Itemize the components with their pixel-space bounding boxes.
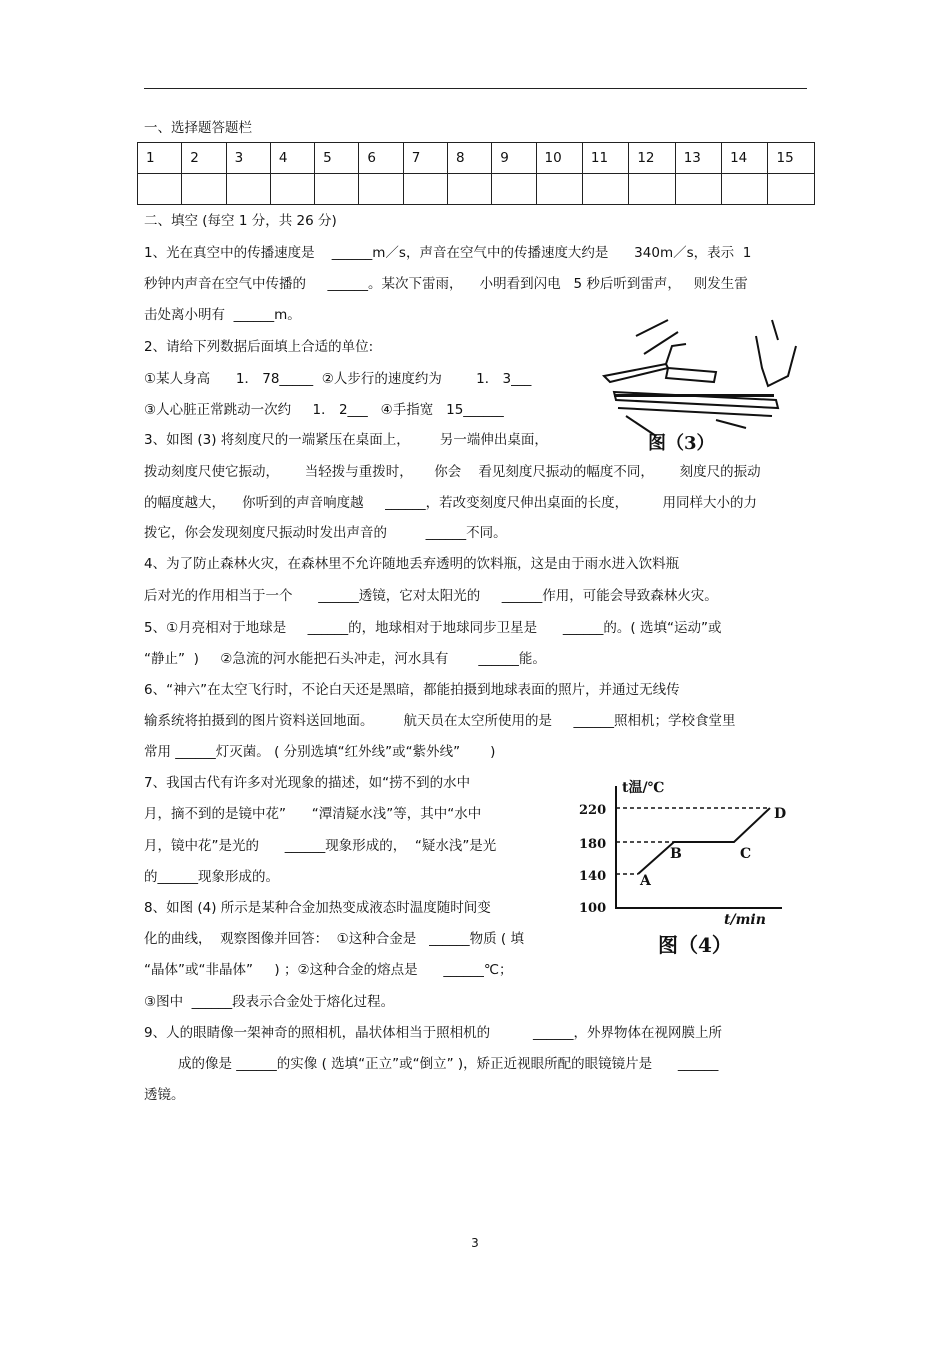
question-number-cell: 4 xyxy=(270,143,314,174)
answer-cell[interactable] xyxy=(138,174,182,205)
q1-line-3: 击处离小明有 ______m。 xyxy=(144,307,301,323)
q6-line-1: 6、“神六”在太空飞行时，不论白天还是黑暗，都能拍摄到地球表面的照片，并通过无线传 xyxy=(144,682,680,698)
answer-table-answer-row xyxy=(138,174,815,205)
answer-cell[interactable] xyxy=(447,174,491,205)
question-number-cell: 7 xyxy=(403,143,447,174)
section1-title: 一、选择题答题栏 xyxy=(144,120,252,136)
answer-table-number-row xyxy=(138,143,815,174)
answer-cell[interactable] xyxy=(768,174,815,205)
figure-4-y-tick: 140 xyxy=(579,869,607,884)
answer-cell[interactable] xyxy=(675,174,721,205)
q4-line-1: 4、为了防止森林火灾，在森林里不允许随地丢弃透明的饮料瓶，这是由于雨水进入饮料瓶 xyxy=(144,556,680,572)
page-number: 3 xyxy=(471,1236,479,1250)
question-number-cell: 10 xyxy=(536,143,582,174)
answer-cell[interactable] xyxy=(315,174,359,205)
figure-4-y-tick: 220 xyxy=(579,803,607,818)
q3-line-3: 的幅度越大， 你听到的声音响度越 ______，若改变刻度尺伸出桌面的长度， 用同样大小的力 xyxy=(144,495,757,511)
figure-4-y-axis-label: t温/℃ xyxy=(622,780,665,796)
question-number-cell: 2 xyxy=(182,143,226,174)
q7-line-2: 月，摘不到的是镜中花” “潭清疑水浅”等，其中“水中 xyxy=(144,806,482,822)
question-number-cell: 3 xyxy=(226,143,270,174)
q9-line-3: 透镜。 xyxy=(144,1087,185,1103)
figure-4-point-label: B xyxy=(670,846,682,862)
q2-line-1: 2、请给下列数据后面填上合适的单位: xyxy=(144,339,374,355)
question-number-cell: 8 xyxy=(447,143,491,174)
answer-cell[interactable] xyxy=(722,174,768,205)
question-number-cell: 9 xyxy=(492,143,536,174)
q4-line-2: 后对光的作用相当于一个 ______透镜，它对太阳光的 ______作用，可能会导致森林火灾。 xyxy=(144,588,718,604)
question-number-cell: 5 xyxy=(315,143,359,174)
question-number-cell: 15 xyxy=(768,143,815,174)
q7-line-3: 月，镜中花”是光的 ______现象形成的， “疑水浅”是光 xyxy=(144,838,497,854)
question-number-cell: 6 xyxy=(359,143,403,174)
q8-line-2: 化的曲线， 观察图像并回答： ①这种合金是 ______物质 ( 填 xyxy=(144,931,524,947)
figure-4-curve xyxy=(638,808,770,874)
q2-line-2: ①某人身高 1． 78_____ ②人步行的速度约为 1． 3___ xyxy=(144,371,532,387)
figure-4-point-label: C xyxy=(740,846,752,862)
figure-4-point-label: A xyxy=(640,873,651,889)
figure-4-y-tick: 180 xyxy=(579,837,607,852)
q7-line-4: 的______现象形成的。 xyxy=(144,869,279,885)
answer-cell[interactable] xyxy=(226,174,270,205)
q3-line-4: 拨它，你会发现刻度尺振动时发出声音的 ______不同。 xyxy=(144,525,507,541)
question-number-cell: 13 xyxy=(675,143,721,174)
answer-cell[interactable] xyxy=(403,174,447,205)
figure-3-ruler-illustration xyxy=(596,316,808,456)
figure-3-caption: 图（3） xyxy=(648,433,715,454)
question-number-cell: 12 xyxy=(629,143,675,174)
q5-line-1: 5、①月亮相对于地球是 ______的，地球相对于地球同步卫星是 ______的。( 选填“运动”或 xyxy=(144,620,722,636)
answer-cell[interactable] xyxy=(270,174,314,205)
answer-table xyxy=(137,142,815,205)
section2-title: 二、填空 (每空 1 分，共 26 分) xyxy=(144,213,337,229)
answer-cell[interactable] xyxy=(536,174,582,205)
q9-line-1: 9、人的眼睛像一架神奇的照相机，晶状体相当于照相机的 ______，外界物体在视网膜上所 xyxy=(144,1025,723,1041)
question-number-cell: 11 xyxy=(582,143,628,174)
answer-cell[interactable] xyxy=(582,174,628,205)
answer-cell[interactable] xyxy=(629,174,675,205)
q6-line-3: 常用 ______灯灭菌。 ( 分别选填“红外线”或“紫外线” ) xyxy=(144,744,496,760)
header-rule xyxy=(144,88,807,89)
q9-line-2: 成的像是 ______的实像 ( 选填“正立”或“倒立” )，矫正近视眼所配的眼镜镜片是 ______ xyxy=(178,1056,719,1072)
figure-4-point-label: D xyxy=(774,806,787,822)
answer-cell[interactable] xyxy=(182,174,226,205)
q8-line-4: ③图中 ______段表示合金处于熔化过程。 xyxy=(144,994,395,1010)
figure-4-axes xyxy=(616,786,782,908)
q3-line-2: 拨动刻度尺使它振动， 当轻拨与重拨时， 你会 看见刻度尺振动的幅度不同， 刻度尺的振动 xyxy=(144,464,761,480)
q5-line-2: “静止” ) ②急流的河水能把石头冲走，河水具有 ______能。 xyxy=(144,651,546,667)
question-number-cell: 1 xyxy=(138,143,182,174)
q6-line-2: 输系统将拍摄到的图片资料送回地面。 航天员在太空所使用的是 ______照相机；学校食堂里 xyxy=(144,713,736,729)
answer-cell[interactable] xyxy=(359,174,403,205)
figure-4-y-tick: 100 xyxy=(579,901,607,916)
question-number-cell: 14 xyxy=(722,143,768,174)
q8-line-3: “晶体”或“非晶体” ) ；②这种合金的熔点是 ______℃； xyxy=(144,962,513,978)
q7-line-1: 7、我国古代有许多对光现象的描述，如“捞不到的水中 xyxy=(144,775,471,791)
figure-4-caption: 图（4） xyxy=(658,933,732,957)
q3-line-1: 3、如图 (3) 将刻度尺的一端紧压在桌面上， 另一端伸出桌面， xyxy=(144,432,548,448)
q1-line-2: 秒钟内声音在空气中传播的 ______。某次下雷雨， 小明看到闪电 5 秒后听到雷声， 则发生雷 xyxy=(144,276,748,292)
q8-line-1: 8、如图 (4) 所示是某种合金加热变成液态时温度随时间变 xyxy=(144,900,491,916)
answer-cell[interactable] xyxy=(492,174,536,205)
q2-line-3: ③人心脏正常跳动一次约 1． 2___ ④手指宽 15______ xyxy=(144,402,504,418)
figure-4-x-axis-label: t/min xyxy=(724,912,766,928)
q1-line-1: 1、光在真空中的传播速度是 ______m／s，声音在空气中的传播速度大约是 340m／s，表示 1 xyxy=(144,245,752,261)
figure-4-temperature-graph xyxy=(574,776,796,960)
